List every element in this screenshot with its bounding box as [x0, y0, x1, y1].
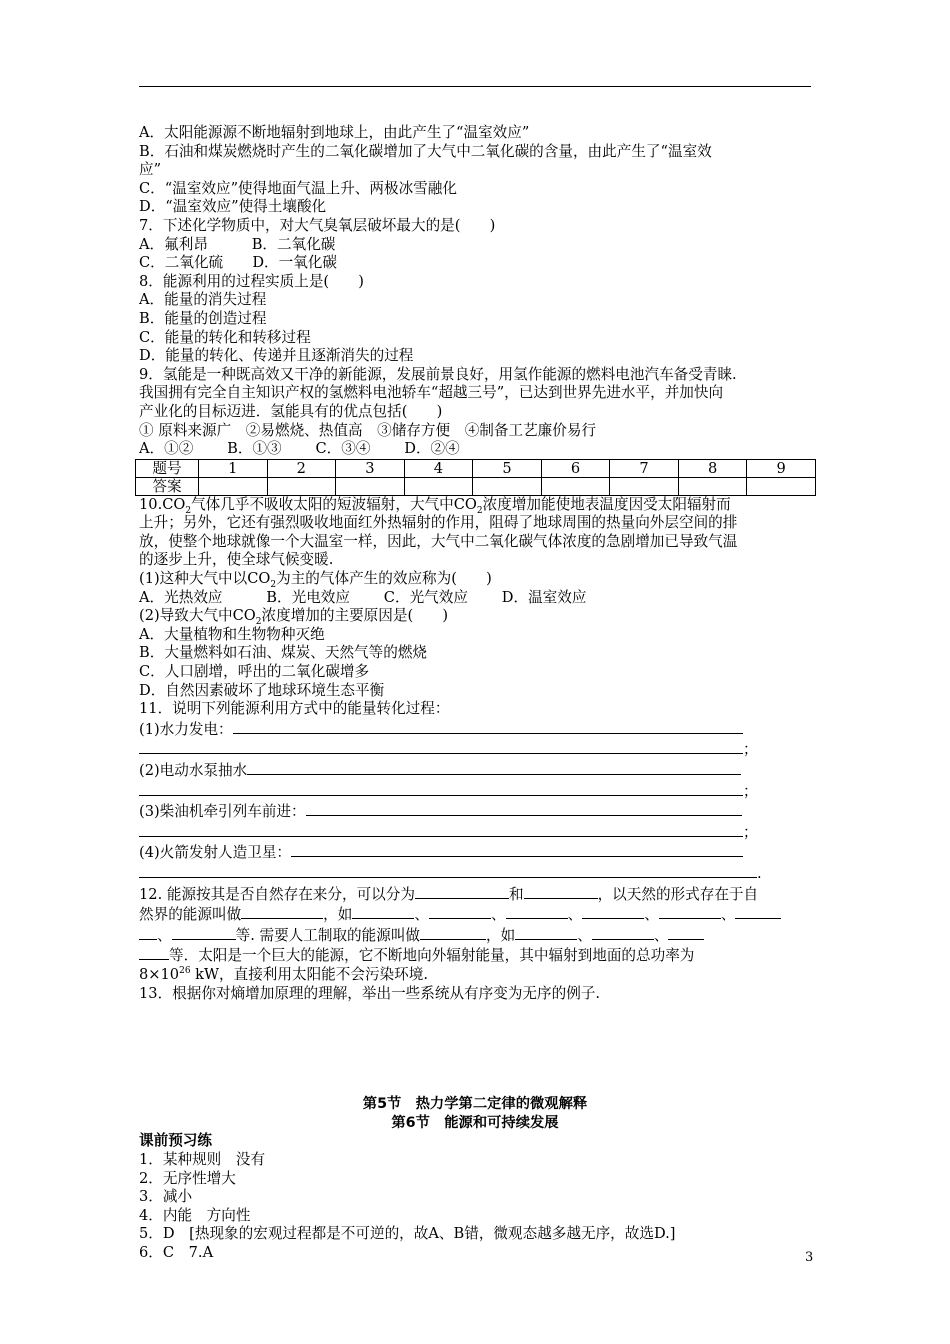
answer-blank[interactable] [735, 904, 781, 919]
answer-blank[interactable] [524, 884, 598, 899]
q6-option-c: C．“温室效应”使得地面气温上升、两极冰雪融化 [139, 179, 457, 197]
q10-option-d: D．自然因素破坏了地球环境生态平衡 [139, 681, 385, 699]
answer-blank[interactable] [139, 739, 743, 754]
q11-part2-cont: ； [139, 781, 811, 802]
answer-1: 1．某种规则 没有 [139, 1150, 266, 1168]
q8-stem: 8．能源利用的过程实质上是( ) [139, 272, 364, 290]
q9-line1: 9．氢能是一种既高效又干净的新能源，发展前景良好，用氢作能源的燃料电池汽车备受青睐. [139, 365, 737, 383]
answer-blank[interactable] [506, 904, 568, 919]
answer-table-number: 4 [404, 459, 473, 477]
answer-blank[interactable] [515, 925, 577, 940]
answer-blank[interactable] [139, 781, 743, 796]
answer-blank[interactable] [241, 904, 323, 919]
q11-part3-cont: ； [139, 822, 811, 843]
answer-cell[interactable] [747, 477, 816, 495]
answer-table-number: 3 [336, 459, 405, 477]
answer-table-number: 2 [267, 459, 336, 477]
page-number: 3 [805, 1250, 814, 1265]
q11-part4: (4)火箭发射人造卫星： [139, 842, 811, 863]
answer-6-7: 6．C 7.A [139, 1243, 214, 1261]
answer-2: 2．无序性增大 [139, 1169, 236, 1187]
q11-part4-cont: . [139, 863, 811, 884]
answer-blank[interactable] [139, 863, 757, 878]
answer-cell[interactable] [336, 477, 405, 495]
answer-blank[interactable] [429, 904, 491, 919]
answer-blank[interactable] [291, 842, 743, 857]
answer-table [135, 459, 816, 496]
q9-line2: 我国拥有完全自主知识产权的氢燃料电池轿车“超越三号”，已达到世界先进水平，并加快向 [139, 384, 724, 402]
q10-sub1-options: A．光热效应 B．光电效应 C．光气效应 D．温室效应 [139, 588, 587, 606]
q6-option-b-line2: 应” [139, 161, 162, 179]
answer-5: 5．D [热现象的宏观过程都是不可逆的，故A、B错，微观态越多越无序，故选D.] [139, 1225, 676, 1243]
answer-blank[interactable] [139, 925, 157, 940]
q11-part2: (2)电动水泵抽水 [139, 760, 811, 781]
q12-line3: 、 等. 需要人工制取的能源叫做 ，如 、 、 [139, 925, 811, 946]
q10-option-b: B．大量燃料如石油、煤炭、天然气等的燃烧 [139, 644, 428, 662]
answer-blank[interactable] [420, 925, 486, 940]
answer-cell[interactable] [404, 477, 473, 495]
answer-table-number: 5 [473, 459, 542, 477]
q7-stem: 7．下述化学物质中，对大气臭氧层破坏最大的是( ) [139, 216, 496, 234]
answer-blank[interactable] [233, 719, 743, 734]
answer-blank[interactable] [592, 925, 654, 940]
q10-line4: 的逐步上升，使全球气候变暖. [139, 551, 334, 569]
answer-table-number: 7 [610, 459, 679, 477]
q11-part1: (1)水力发电： [139, 719, 811, 740]
q12-line1: 12. 能源按其是否自然存在来分，可以分为 和 ，以天然的形式存在于自 [139, 885, 759, 903]
answer-blank[interactable] [139, 822, 743, 837]
answer-blank[interactable] [306, 801, 742, 816]
q7-options-cd: C．二氧化硫 D．一氧化碳 [139, 254, 337, 272]
header-rule [139, 86, 811, 87]
q11-part1-cont: ； [139, 739, 811, 760]
answer-blank[interactable] [247, 760, 741, 775]
q12-line5: $8\times 10^{26}$ kW，直接利用太阳能不会污染环境. [139, 965, 428, 983]
answer-cell[interactable] [473, 477, 542, 495]
answer-table-answer-row [136, 477, 816, 495]
section-heading: 课前预习练 [139, 1132, 212, 1150]
q8-option-d: D．能量的转化、传递并且逐渐消失的过程 [139, 347, 414, 365]
answer-table-number: 9 [747, 459, 816, 477]
answer-table-header-label: 题号 [136, 459, 199, 477]
q12-line4: 等．太阳是一个巨大的能源，它不断地向外辐射能量，其中辐射到地面的总功率为 [139, 945, 811, 966]
q10-sub1-stem: (1)这种大气中以$CO_2$为主的气体产生的效应称为( ) [139, 570, 492, 590]
answer-table-answer-label: 答案 [136, 477, 199, 495]
answer-cell[interactable] [267, 477, 336, 495]
answer-blank[interactable] [415, 884, 509, 899]
answer-4: 4．内能 方向性 [139, 1206, 251, 1224]
q10-option-a: A．大量植物和生物物种灭绝 [139, 625, 325, 643]
q8-option-a: A．能量的消失过程 [139, 291, 267, 309]
q8-option-c: C．能量的转化和转移过程 [139, 328, 311, 346]
answer-blank[interactable] [139, 945, 169, 960]
answer-cell[interactable] [678, 477, 747, 495]
q10-sub2-stem: (2)导致大气中$CO_2$浓度增加的主要原因是( ) [139, 607, 449, 628]
q9-line3: 产业化的目标迈进．氢能具有的优点包括( ) [139, 402, 443, 420]
answer-cell[interactable] [199, 477, 268, 495]
answer-table-number: 6 [541, 459, 610, 477]
q13: 13．根据你对熵增加原理的理解，举出一些系统从有序变为无序的例子. [139, 984, 601, 1002]
q10-line1: $10.CO_2$气体几乎不吸收太阳的短波辐射，大气中$CO_2$浓度增加能使地表温度因受太阳辐射而 [139, 495, 731, 516]
answer-blank[interactable] [659, 904, 721, 919]
answer-table-header-row [136, 459, 816, 477]
q10-line2: 上升；另外，它还有强烈吸收地面红外热辐射的作用，阻碍了地球周围的热量向外层空间的排 [139, 514, 738, 532]
q10-option-c: C．人口剧增，呼出的二氧化碳增多 [139, 663, 370, 681]
section-title-1: 第5节 热力学第二定律的微观解释 [362, 1096, 588, 1113]
section-title-2: 第6节 能源和可持续发展 [391, 1114, 559, 1131]
q11-stem: 11．说明下列能源利用方式中的能量转化过程： [139, 700, 450, 718]
q9-items: ① 原料来源广 ②易燃烧、热值高 ③储存方便 ④制备工艺廉价易行 [139, 421, 597, 439]
answer-table-number: 8 [678, 459, 747, 477]
q6-option-d: D．“温室效应”使得土壤酸化 [139, 198, 327, 216]
q7-options-ab: A．氟利昂 B．二氧化碳 [139, 235, 336, 253]
q10-line3: 放，使整个地球就像一个大温室一样，因此，大气中二氧化碳气体浓度的急剧增加已导致气温 [139, 532, 738, 550]
answer-blank[interactable] [668, 925, 704, 940]
q9-options: A．①② B．①③ C．③④ D．②④ [139, 440, 460, 458]
q6-option-a: A．太阳能源源不断地辐射到地球上，由此产生了“温室效应” [139, 124, 530, 141]
answer-cell[interactable] [541, 477, 610, 495]
answer-3: 3．减小 [139, 1188, 193, 1206]
q6-option-b-line1: B．石油和煤炭燃烧时产生的二氧化碳增加了大气中二氧化碳的含量，由此产生了“温室效 [139, 142, 712, 160]
q8-option-b: B．能量的创造过程 [139, 309, 267, 327]
page-body [139, 124, 811, 1262]
spacer [139, 1003, 811, 1095]
q11-part3: (3)柴油机牵引列车前进： [139, 801, 811, 822]
answer-table-number: 1 [199, 459, 268, 477]
answer-blank[interactable] [172, 925, 236, 940]
answer-blank[interactable] [352, 904, 414, 919]
answer-blank[interactable] [582, 904, 644, 919]
q12-line2: 然界的能源叫做 ，如 、 、 、 、 、 [139, 904, 811, 925]
answer-cell[interactable] [610, 477, 679, 495]
